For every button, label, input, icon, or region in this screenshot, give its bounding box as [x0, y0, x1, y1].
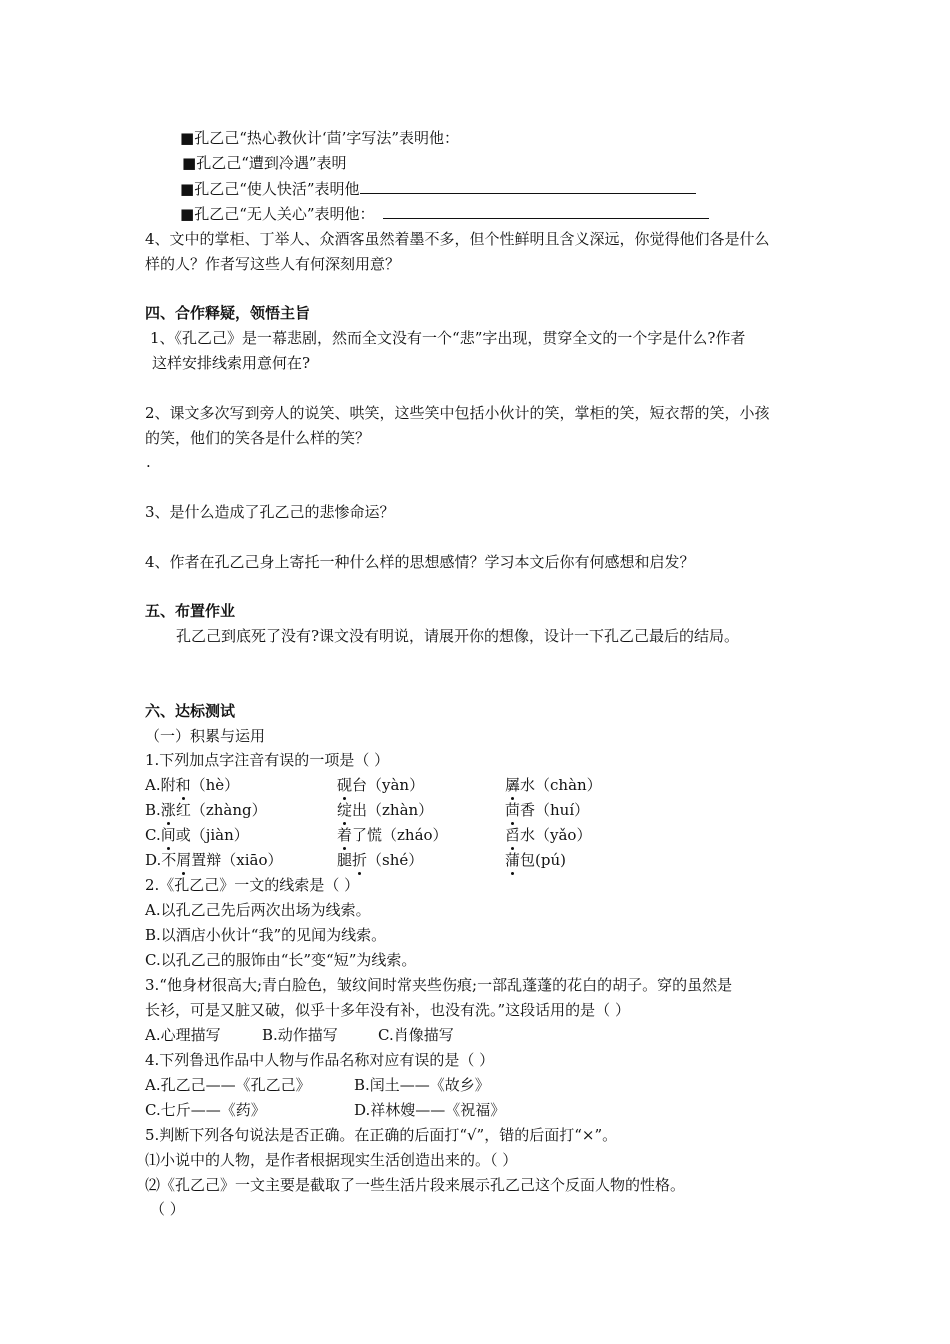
question-text: 1.下列加点字注音有误的一项是（ ）	[145, 751, 390, 769]
question-text: 这样安排线索用意何在?	[152, 354, 311, 372]
dotted-char: 茴	[505, 801, 521, 819]
option-cell: 羼水（chàn）	[505, 776, 602, 794]
answer-parentheses[interactable]: （ ）	[150, 1200, 185, 1218]
question-text: 样的人？作者写这些人有何深刻用意？	[145, 255, 401, 273]
list-item	[180, 128, 459, 148]
answer-blank[interactable]	[383, 204, 709, 219]
option-cell: 舀水（yǎo）	[505, 826, 592, 844]
option-cell: 着了慌（zháo）	[337, 826, 448, 844]
dotted-char: 蒲	[505, 851, 521, 869]
option-text: B.闰土——《故乡》	[354, 1076, 490, 1094]
question-text: 长衫，可是又脏又破，似乎十多年没有补，也没有洗。”这段话用的是（ ）	[145, 1001, 630, 1019]
list-item-text: 孔乙己“无人关心”表明他：	[194, 205, 375, 223]
option-text: A.孔乙己——《孔乙己》	[145, 1076, 311, 1094]
list-item-text: 孔乙己“使人快活”表明他	[194, 180, 360, 198]
section-heading: 六、达标测试	[145, 702, 236, 720]
question-text: 4、文中的掌柜、丁举人、众酒客虽然着墨不多，但个性鲜明且含义深远，你觉得他们各是什么	[145, 230, 770, 248]
dotted-char: 涨	[160, 801, 176, 819]
question-text: 2.《孔乙己》一文的线索是（ ）	[145, 876, 360, 894]
question-text: 4.下列鲁迅作品中人物与作品名称对应有误的是（ ）	[145, 1051, 495, 1069]
question-text: 的笑，他们的笑各是什么样的笑？	[145, 429, 371, 447]
list-item-text: 孔乙己“热心教伙计‘茴’字写法”表明他：	[194, 129, 460, 147]
question-text: 3.“他身材很高大;青白脸色，皱纹间时常夹些伤痕;一部乱蓬蓬的花白的胡子。穿的虽然是	[145, 976, 733, 994]
option-text: A.心理描写	[145, 1026, 221, 1044]
option-text: B.动作描写	[262, 1026, 338, 1044]
subsection-heading: （一）积累与运用	[145, 727, 266, 745]
section-heading: 五、布置作业	[145, 602, 236, 620]
question-text: 5.判断下列各句说法是否正确。在正确的后面打“√”，错的后面打“×”。	[145, 1126, 618, 1144]
option-text: B.以酒店小伙计“我”的见闻为线索。	[145, 926, 387, 944]
option-cell: 蒲包(pú)	[505, 851, 566, 869]
option-cell: 绽出（zhàn）	[337, 801, 434, 819]
question-text: 1、《孔乙己》是一幕悲剧，然而全文没有一个“悲”字出现，贯穿全文的一个字是什么?作者	[150, 329, 746, 347]
option-cell: 腿折（shé）	[337, 851, 424, 869]
option-cell: 茴香（huí）	[505, 801, 590, 819]
option-cell: 砚台（yàn）	[337, 776, 425, 794]
question-text: 3、是什么造成了孔乙己的悲惨命运？	[145, 503, 395, 521]
dotted-char: 屑	[176, 851, 192, 869]
square-bullet-icon: ■	[180, 205, 195, 223]
list-item	[182, 153, 347, 173]
option-text: C.肖像描写	[378, 1026, 454, 1044]
assignment-text: 孔乙己到底死了没有?课文没有明说，请展开你的想像，设计一下孔乙己最后的结局。	[176, 627, 740, 645]
section-heading: 四、合作释疑，领悟主旨	[145, 304, 311, 322]
question-text: 4、作者在孔乙己身上寄托一种什么样的思想感情？学习本文后你有何感想和启发？	[145, 553, 695, 571]
option-cell: A.附和（hè）	[145, 776, 240, 794]
square-bullet-icon: ■	[180, 180, 195, 198]
square-bullet-icon: ■	[182, 154, 197, 172]
dotted-char: 砚	[337, 776, 353, 794]
option-cell: B.涨红（zhàng）	[145, 801, 267, 819]
statement-text: ⑴小说中的人物，是作者根据现实生活创造出来的。（ ）	[145, 1151, 518, 1169]
dotted-char: 和	[175, 776, 191, 794]
dotted-char: 着	[337, 826, 353, 844]
dotted-char: 羼	[505, 776, 521, 794]
dotted-char: 舀	[505, 826, 521, 844]
option-cell: D.不屑置辩（xiāo）	[145, 851, 283, 869]
answer-blank[interactable]	[360, 179, 696, 194]
option-cell: C.间或（jiàn）	[145, 826, 249, 844]
dotted-char: 间	[160, 826, 176, 844]
list-item	[180, 179, 696, 199]
option-text: C.七斤——《药》	[145, 1101, 266, 1119]
dotted-char: 折	[352, 851, 368, 869]
dotted-char: 绽	[337, 801, 353, 819]
question-text: 2、课文多次写到旁人的说笑、哄笑，这些笑中包括小伙计的笑，掌柜的笑，短衣帮的笑，小孩	[145, 404, 770, 422]
stray-dot: .	[146, 453, 151, 471]
list-item-text: 孔乙己“遭到冷遇”表明	[196, 154, 347, 172]
option-text: D.祥林嫂——《祝福》	[354, 1101, 506, 1119]
square-bullet-icon: ■	[180, 129, 195, 147]
option-text: C.以孔乙己的服饰由“长”变“短”为线索。	[145, 951, 417, 969]
statement-text: ⑵《孔乙己》一文主要是截取了一些生活片段来展示孔乙己这个反面人物的性格。	[145, 1176, 686, 1194]
list-item	[180, 204, 709, 224]
option-text: A.以孔乙己先后两次出场为线索。	[145, 901, 371, 919]
